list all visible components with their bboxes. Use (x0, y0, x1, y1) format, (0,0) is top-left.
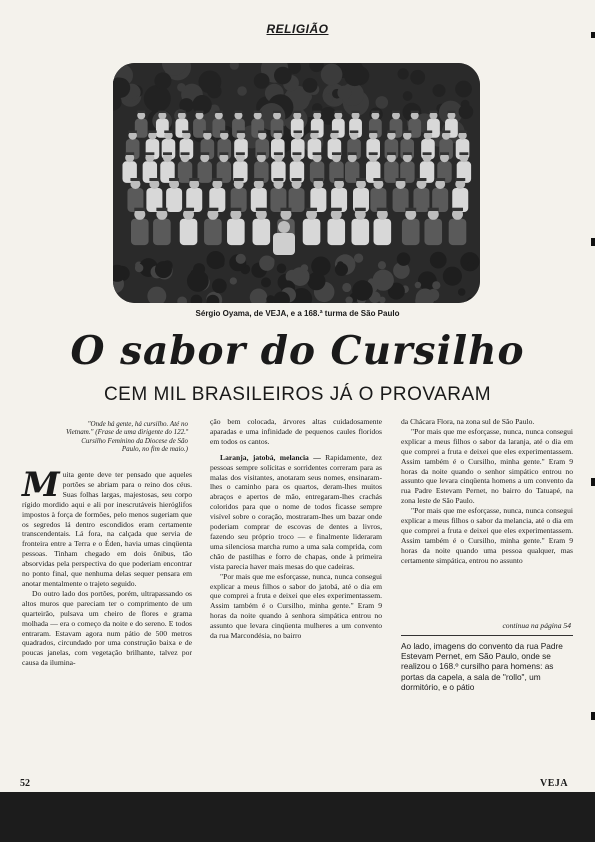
col3-paragraph-3: "Por mais que me esforçasse, nunca, nunca consegui explicar a meus filhos o sabor da melancia, até o dia em que comprei a fruta e deixei que eles experimentassem. Assim também é o Cursilho, minha gente." Eram 9 horas da noite quando uma pessoa qualquer, mas certamente simpática, entrou no assunto (401, 506, 573, 565)
column-1 (22, 465, 192, 668)
page-number: 52 (20, 778, 30, 789)
edge-mark (591, 478, 595, 486)
edge-mark (591, 238, 595, 246)
col1-paragraph-2: Do outro lado dos portões, porém, ultrapassando os altos muros que pareciam ter o comprimento de um quarteirão, pulsava um cheiro de flores e grama molhada — era o começo da noite e do sereno. E todos entraram. Estavam agora num pátio de 500 metros quadrados, circundado por uma construção baixa e de poucas janelas, com vegetação brilhante, talvez por causa da ilumina- (22, 588, 192, 668)
footer-band (0, 792, 595, 842)
col1-paragraph-1: uita gente deve ter pensado que aqueles portões se abriam para o reino dos céus. Suas folhas largas, majestosas, seu corpo rígido mordido aqui e ali por inescrutáveis hieróglifos impostos à força de formões, pelo menos sugeriam que os segredos lá dentro escondidos eram certamente transcendentais. Lá fora, na calçada que servia de fronteira entre a Terra e o Éden, havia umas cinqüenta pessoas. Tinham chegado em dois ônibus, tão absorvidas pela perspectiva do que poderiam encontrar no ponto final, que nenhuma delas sequer pensara em anotar mentalmente o trajeto seguido. (22, 470, 192, 588)
section-label: RELIGIÃO (266, 22, 329, 36)
col2-paragraph-1: ção bem colocada, árvores altas cuidadosamente aparadas e uma infinidade de pequenos caules floridos em todos os cantos. (210, 417, 382, 446)
divider-rule (401, 635, 573, 636)
column-3 (401, 417, 573, 566)
col2-paragraph-2: Rapidamente, dez pessoas sempre solícitas e sorridentes correram para as malas dos visitantes, anotaram seus nomes, ensinaram-lhes o caminho para os quartos, deram-lhes muitos abraços e apertos de mão, entregaram-lhes crachás coloridos para que o nome de todos ficasse sempre visível sobre o coração, mostraram-lhes um bazar onde poderiam comprar de escovas de dentes a livros, fazendo seu próprio troco — e finalmente lideraram uma silenciosa marcha rumo a uma sala comprida, com chão de pastilhas e forro de chapas, onde à primeira vista parecia haver mais mesas do que cadeiras. (210, 452, 382, 571)
photo-caption: Sérgio Oyama, de VEJA, e a 168.ª turma de São Paulo (195, 309, 400, 318)
col2-paragraph-3: "Por mais que me esforçasse, nunca, nunca consegui explicar a meus filhos o sabor do jatobá, até o dia em que comprei a fruta e deixei que eles experimentassem. Assim também é o Cursilho, minha gente." Eram 9 horas da noite quando à senhora simpática entrou no assunto que levara cinqüenta mulheres a um convento da rua Marcondésia, no bairro (210, 571, 382, 641)
subheadline: CEM MIL BRASILEIROS JÁ O PROVARAM (103, 384, 492, 405)
col3-paragraph-2: "Por mais que me esforçasse, nunca, nunca consegui explicar a meus filhos o sabor da laranja, até o dia em que comprei a fruta e deixei que eles experimentassem. Assim também é o Cursilho, minha gente." Eram 9 horas da noite quando o senhor simpático entrou no assunto que levara cinqüenta homens a um convento da rua Padre Estevam Pernet, no bairro do Tatuapé, na zona leste de São Paulo. (401, 426, 573, 506)
continued-note: continua na página 54 (502, 621, 571, 630)
col3-paragraph-1: da Chácara Flora, na zona sul de São Paulo. (401, 417, 535, 426)
subheading-fruits: Laranja, jatobá, melancia — (220, 452, 321, 462)
side-photo-caption: Ao lado, imagens do convento da rua Padre Estevam Pernet, em São Paulo, onde se realizou o 168.º cursilho para homens: as portas da capela, a sala de "rollo", um dormitório, e o pátio (401, 641, 563, 692)
epigraph: "Onde há gente, há cursilho. Até no Vietnam." (Frase de uma dirigente do 122.º Cursilho Feminino da Diocese de São Paulo, no fim de maio.) (65, 420, 188, 454)
edge-mark (591, 712, 595, 720)
drop-cap: M (22, 465, 60, 505)
edge-mark (591, 32, 595, 38)
group-photo (113, 63, 480, 303)
headline: O sabor do Cursilho (70, 328, 525, 374)
column-2 (210, 417, 382, 641)
magazine-name: VEJA (540, 778, 569, 789)
